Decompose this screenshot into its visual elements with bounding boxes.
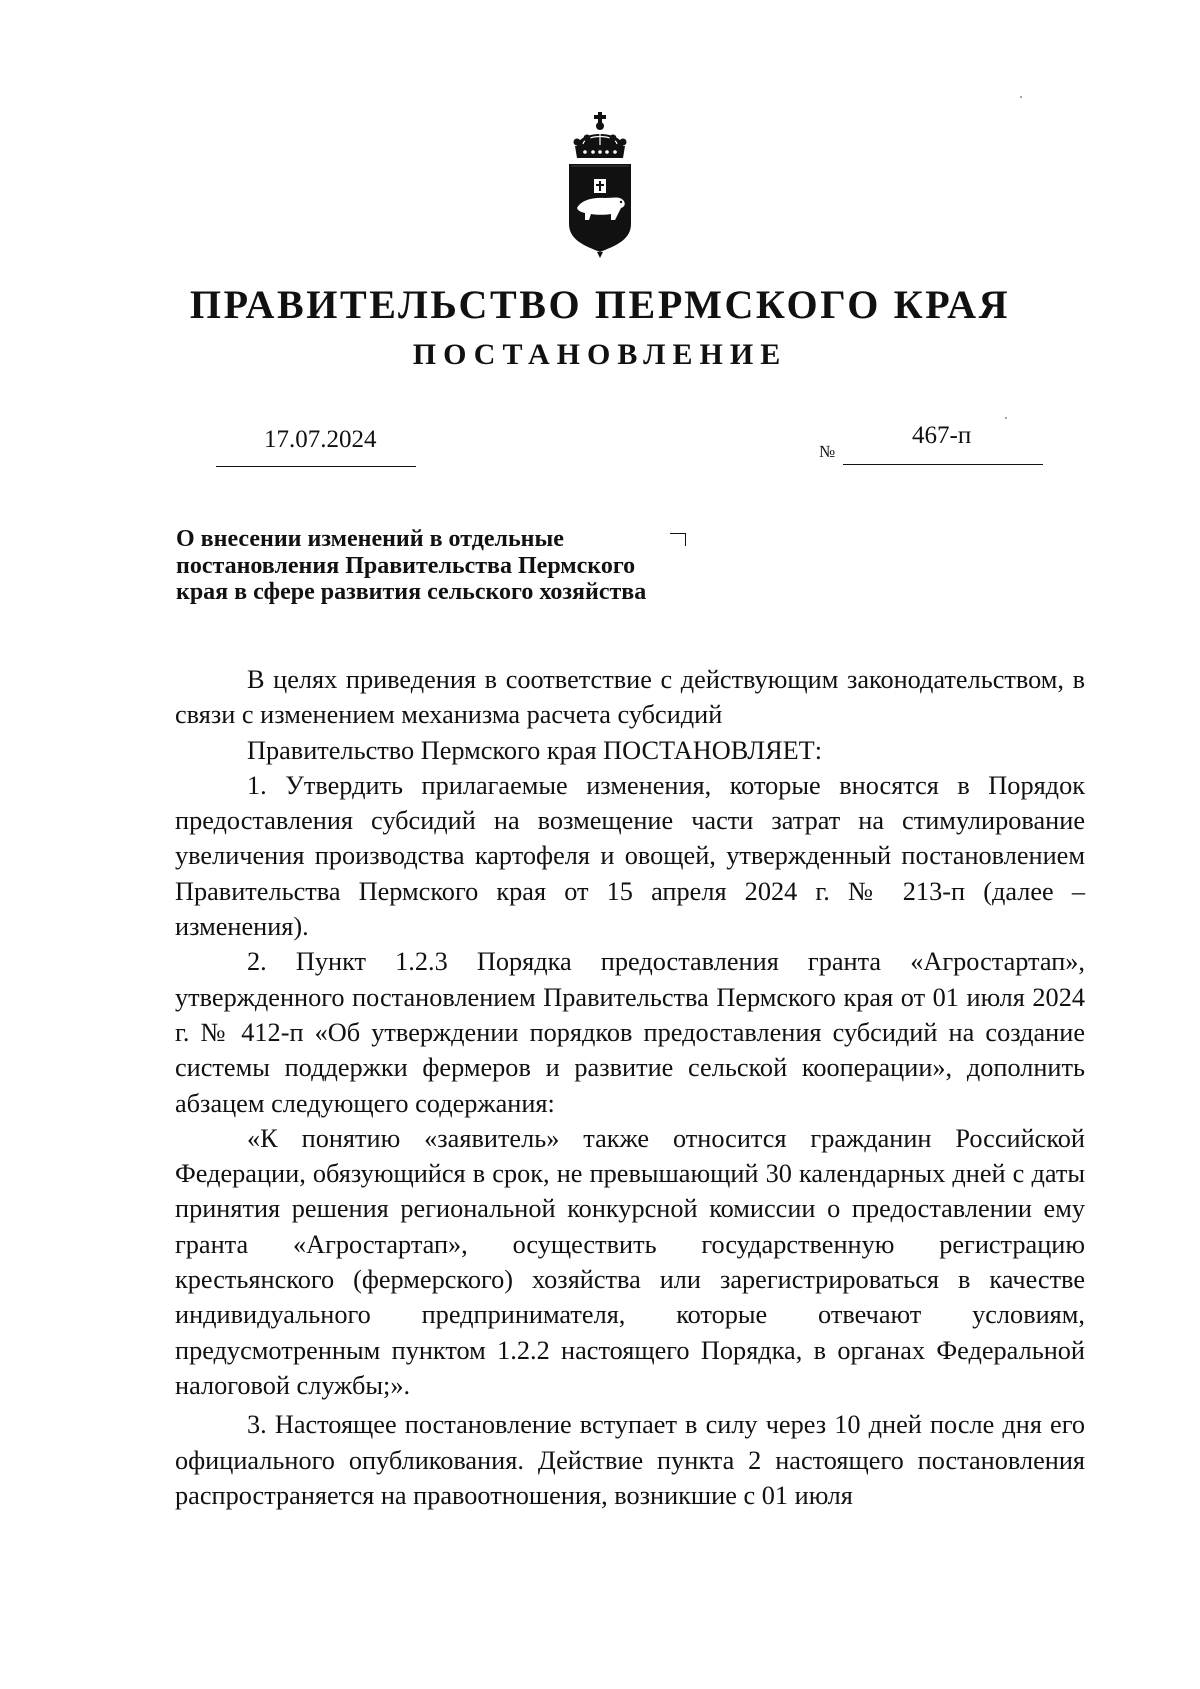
document-subject (176, 526, 776, 606)
scan-speck (1005, 417, 1007, 419)
body-paragraph: 1. Утвердить прилагаемые изменения, которые вносятся в Порядок предоставления субсидий на возмещение части затрат на стимулирование увеличения производства картофеля и овощей, утвержденный постановлением Правительства Пермского края от 15 апреля 2024 г. № 213-п (далее – изменения). (175, 770, 1085, 942)
perm-krai-coat-of-arms-icon (563, 112, 637, 262)
date-field (216, 420, 416, 467)
document-body (175, 662, 1085, 1513)
body-paragraph: В целях приведения в соответствие с действующим законодательством, в связи с изменением механизма расчета субсидий (175, 665, 1085, 730)
document-date: 17.07.2024 (264, 426, 377, 453)
body-paragraph: 2. Пункт 1.2.3 Порядка предоставления гранта «Агростартап», утвержденного постановлением Правительства Пермского края от 01 июля 2024 г. № 412-п «Об утверждении порядков предоставления субсидий на создание системы поддержки фермеров и развитие сельской кооперации», дополнить абзацем следующего содержания: (175, 947, 1085, 1118)
body-paragraph: «К понятию «заявитель» также относится гражданин Российской Федерации, обязующийся в срок, не превышающий 30 календарных дней с даты принятия решения региональной конкурсной комиссии о предоставлении ему гранта «Агростартап», осуществить государственную регистрацию крестьянского (фермерского) хозяйства или зарегистрироваться в качестве индивидуального предпринимателя, которые отвечают условиям, предусмотренным пунктом 1.2.2 настоящего Порядка, в органах Федеральной налоговой службы;». (175, 1123, 1085, 1400)
body-paragraph: Правительство Пермского края ПОСТАНОВЛЯЕТ: (247, 735, 823, 765)
number-sign: № (819, 442, 836, 461)
subject-line: О внесении изменений в отдельные (176, 526, 564, 552)
body-paragraph: 3. Настоящее постановление вступает в силу через 10 дней после дня его официального опубликования. Действие пункта 2 настоящего постановления распространяется на правоотношения, возникшие с 01 июля (175, 1410, 1085, 1510)
document-type: ПОСТАНОВЛЕНИЕ (412, 338, 788, 371)
government-title: ПРАВИТЕЛЬСТВО ПЕРМСКОГО КРАЯ (189, 282, 1011, 327)
subject-corner-mark (670, 533, 686, 546)
number-underline (843, 464, 1043, 465)
document-number: 467-п (912, 422, 972, 449)
subject-line: края в сфере развития сельского хозяйства (176, 579, 647, 605)
subject-line: постановления Правительства Пермского (176, 552, 636, 579)
number-field (817, 418, 1043, 466)
scan-speck (1020, 96, 1022, 98)
